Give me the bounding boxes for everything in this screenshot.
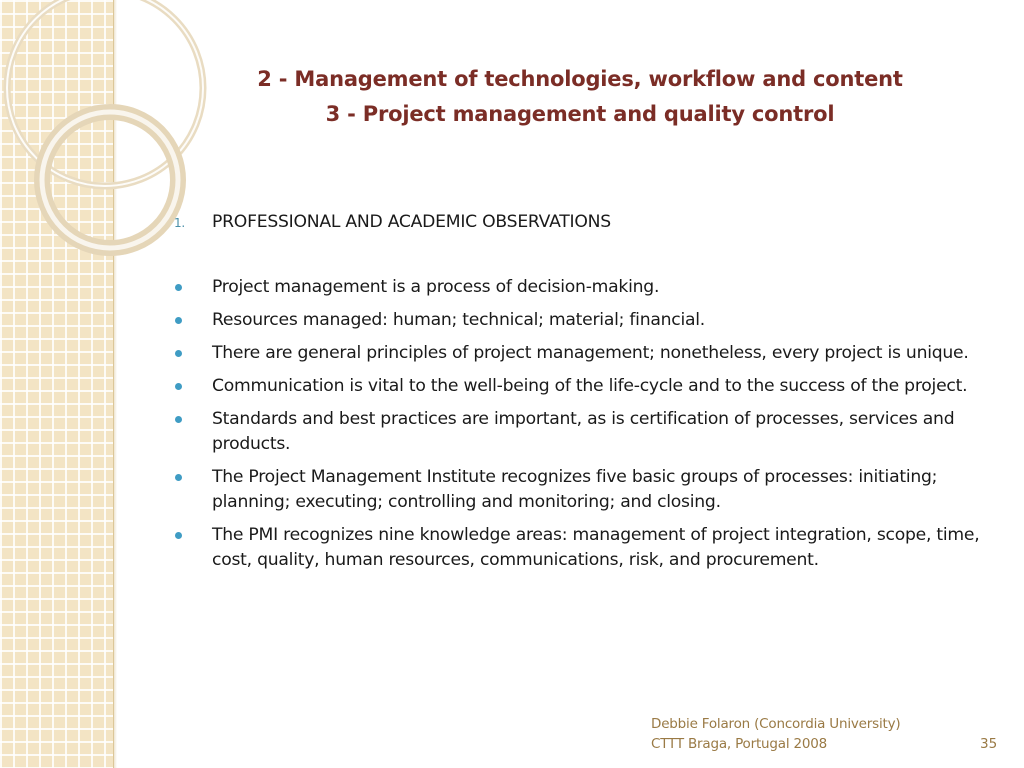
slide-content (150, 210, 990, 581)
section-heading: PROFESSIONAL AND ACADEMIC OBSERVATIONS (212, 212, 611, 232)
bullet-dot-icon (175, 474, 182, 481)
bullet-dot-icon (175, 317, 182, 324)
bullet-dot-icon (175, 416, 182, 423)
title-line-1: 2 - Management of technologies, workflow and content (257, 67, 903, 91)
bullet-dot-icon (175, 383, 182, 390)
bullet-text: Standards and best practices are important, as is certification of processes, services and products. (212, 409, 955, 454)
page-number: 35 (980, 736, 998, 752)
bullet-text: The PMI recognizes nine knowledge areas: management of project integration, scope, time, cost, quality, human resources, communications, risk, and procurement. (212, 525, 980, 570)
bullet-list (150, 275, 990, 573)
footer-author: Debbie Folaron (Concordia University) (651, 716, 901, 732)
footer-event: CTTT Braga, Portugal 2008 (651, 736, 828, 752)
bullet-text: Resources managed: human; technical; material; financial. (212, 310, 706, 330)
bullet-dot-icon (175, 350, 182, 357)
title-line-2: 3 - Project management and quality control (325, 102, 835, 126)
bullet-dot-icon (175, 532, 182, 539)
bullet-dot-icon (175, 284, 182, 291)
bullet-item (150, 407, 990, 457)
bullet-text: Project management is a process of decision-making. (212, 277, 660, 297)
list-number: 1. (174, 216, 185, 230)
numbered-heading (150, 210, 990, 235)
bullet-item (150, 341, 990, 366)
bullet-text: There are general principles of project management; nonetheless, every project is unique. (212, 343, 969, 363)
bullet-item (150, 308, 990, 333)
bullet-text: Communication is vital to the well-being of the life-cycle and to the success of the project. (212, 376, 968, 396)
slide-footer (651, 714, 900, 754)
slide-title (150, 62, 1010, 132)
bullet-item (150, 275, 990, 300)
bullet-item (150, 523, 990, 573)
bullet-item (150, 465, 990, 515)
bullet-item (150, 374, 990, 399)
bullet-text: The Project Management Institute recognizes five basic groups of processes: initiating; planning; executing; controlling and monitoring; and closing. (212, 467, 938, 512)
